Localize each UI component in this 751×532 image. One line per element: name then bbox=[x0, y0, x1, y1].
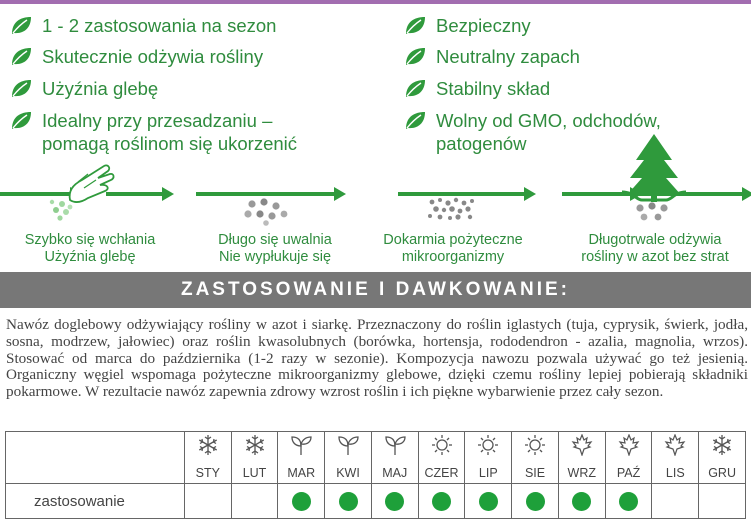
step-caption: Długotrwale odżywia rośliny w azot bez strat bbox=[581, 232, 729, 265]
snowflake-icon bbox=[244, 434, 266, 456]
month-label: GRU bbox=[699, 464, 746, 484]
feature-text: 1 - 2 zastosowania na sezon bbox=[42, 15, 277, 36]
usage-dot bbox=[526, 492, 545, 511]
calendar-corner bbox=[6, 432, 185, 484]
feature-text: Skutecznie odżywia rośliny bbox=[42, 46, 264, 67]
month-label: LIS bbox=[652, 464, 699, 484]
hand-sowing-icon bbox=[48, 160, 118, 222]
sprout-icon bbox=[384, 434, 406, 456]
usage-cell bbox=[278, 484, 325, 519]
step-caption: Dokarmia pożyteczne mikroorganizmy bbox=[383, 232, 523, 265]
month-label: LUT bbox=[231, 464, 278, 484]
flow-arrow bbox=[196, 192, 336, 196]
sun-icon bbox=[477, 434, 499, 456]
feature-item bbox=[10, 45, 263, 68]
month-icon-cell bbox=[605, 432, 652, 464]
feature-item bbox=[10, 14, 276, 37]
month-label: PAŹ bbox=[605, 464, 652, 484]
usage-cell bbox=[325, 484, 372, 519]
step-caption: Długo się uwalnia Nie wypłukuje się bbox=[218, 232, 332, 265]
sprout-icon bbox=[290, 434, 312, 456]
feature-item bbox=[10, 77, 158, 100]
top-accent-bar bbox=[0, 0, 751, 4]
usage-cell bbox=[512, 484, 559, 519]
month-label: LIP bbox=[465, 464, 512, 484]
feature-item bbox=[404, 14, 531, 37]
feature-text: Neutralny zapach bbox=[436, 46, 580, 67]
application-calendar bbox=[5, 431, 746, 519]
usage-cell bbox=[605, 484, 652, 519]
feature-item bbox=[404, 45, 580, 68]
usage-cell bbox=[652, 484, 699, 519]
sun-icon bbox=[431, 434, 453, 456]
usage-cell bbox=[231, 484, 278, 519]
tree-icon bbox=[622, 132, 686, 228]
feature-text: Wolny od GMO, odchodów, patogenów bbox=[436, 110, 661, 154]
usage-cell bbox=[465, 484, 512, 519]
usage-dot bbox=[572, 492, 591, 511]
month-icon-cell bbox=[465, 432, 512, 464]
leaf-icon bbox=[10, 16, 32, 36]
month-label: CZER bbox=[418, 464, 465, 484]
sun-icon bbox=[524, 434, 546, 456]
month-label: SIE bbox=[512, 464, 559, 484]
usage-dot bbox=[479, 492, 498, 511]
snowflake-icon bbox=[711, 434, 733, 456]
feature-text: Użyźnia glebę bbox=[42, 78, 159, 99]
month-icon-cell bbox=[231, 432, 278, 464]
month-icon-cell bbox=[418, 432, 465, 464]
leaf-icon bbox=[404, 47, 426, 67]
feature-text: Bezpieczny bbox=[436, 15, 531, 36]
usage-dot bbox=[339, 492, 358, 511]
feature-text: Idealny przy przesadzaniu – pomagą roślinom się ukorzenić bbox=[42, 110, 298, 154]
usage-dot bbox=[432, 492, 451, 511]
usage-cell bbox=[699, 484, 746, 519]
maple-leaf-icon bbox=[571, 434, 593, 456]
month-icon-cell bbox=[184, 432, 231, 464]
month-icon-cell bbox=[371, 432, 418, 464]
month-icon-cell bbox=[278, 432, 325, 464]
description-text: Nawóz doglebowy odżywiający rośliny w azot i siarkę. Przeznaczony do roślin iglastych (tuja, cyprysik, świerk, jodła, sosna, modrzew, jałowiec) oraz roślin kwasolubnych (borówka, hortensja, rododendron - azalia, magnolia, wrzos). Stosować od marca do października (1-2 razy w sezonie). Kompozycja nawozu pozwala używać go też jesienią. Organiczny węgiel wspomaga pożyteczne mikroorganizmy glebowe, dzięki czemu rośliny lepiej pobierają składniki pokarmowe. W rezultacie nawóz zapewnia zdrowy wzrost roślin i ich piękne wybarwienie przez cały sezon. bbox=[6, 316, 748, 401]
granules-icon bbox=[244, 198, 290, 226]
leaf-icon bbox=[404, 111, 426, 131]
leaf-icon bbox=[10, 111, 32, 131]
leaf-icon bbox=[10, 79, 32, 99]
usage-dot bbox=[385, 492, 404, 511]
usage-dot bbox=[292, 492, 311, 511]
maple-leaf-icon bbox=[618, 434, 640, 456]
leaf-icon bbox=[404, 79, 426, 99]
month-label: MAJ bbox=[371, 464, 418, 484]
feature-item bbox=[404, 77, 550, 100]
section-title: ZASTOSOWANIE I DAWKOWANIE: bbox=[0, 272, 751, 308]
feature-text: Stabilny skład bbox=[436, 78, 551, 99]
usage-cell bbox=[418, 484, 465, 519]
month-label: MAR bbox=[278, 464, 325, 484]
month-icon-cell bbox=[699, 432, 746, 464]
month-icon-cell bbox=[558, 432, 605, 464]
soil-granules-icon bbox=[426, 196, 478, 224]
usage-cell bbox=[371, 484, 418, 519]
month-icon-cell bbox=[325, 432, 372, 464]
feature-item bbox=[10, 109, 297, 155]
month-icon-cell bbox=[512, 432, 559, 464]
usage-row-label: zastosowanie bbox=[6, 484, 185, 519]
month-label: STY bbox=[184, 464, 231, 484]
snowflake-icon bbox=[197, 434, 219, 456]
leaf-icon bbox=[10, 47, 32, 67]
usage-cell bbox=[558, 484, 605, 519]
leaf-icon bbox=[404, 16, 426, 36]
usage-dot bbox=[619, 492, 638, 511]
step-caption: Szybko się wchłania Użyźnia glebę bbox=[24, 232, 156, 265]
month-label: KWI bbox=[325, 464, 372, 484]
process-flow bbox=[0, 160, 751, 270]
usage-cell bbox=[184, 484, 231, 519]
maple-leaf-icon bbox=[664, 434, 686, 456]
flow-arrow bbox=[680, 192, 744, 196]
month-label: WRZ bbox=[558, 464, 605, 484]
month-icon-cell bbox=[652, 432, 699, 464]
sprout-icon bbox=[337, 434, 359, 456]
